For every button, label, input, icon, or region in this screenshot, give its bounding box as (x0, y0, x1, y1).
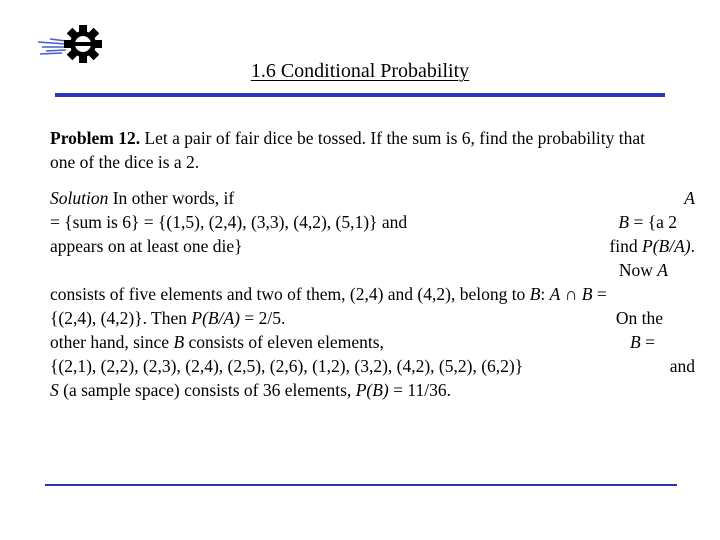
solution-text: On the (615, 308, 663, 328)
solution-var: B (529, 284, 541, 304)
solution-text: = {a 2 (629, 212, 677, 232)
solution-line-7 (50, 330, 695, 354)
solution-var: A (657, 260, 668, 280)
solution-text: other hand, since (50, 332, 174, 352)
footer-divider (45, 484, 677, 486)
solution-var: A (684, 188, 695, 208)
solution-text: = 2/5. (239, 308, 286, 328)
solution-line-2 (50, 210, 695, 234)
solution-text: Now (618, 260, 658, 280)
solution-var: B (173, 332, 185, 352)
solution-line-9 (50, 378, 695, 402)
problem-statement (50, 126, 670, 174)
solution-text: = {sum is 6} = {(1,5), (2,4), (3,3), (4,2), (5,1)} and (50, 212, 408, 232)
solution-line-3 (50, 234, 695, 258)
solution-label: Solution (50, 188, 109, 208)
solution-text: . (690, 236, 695, 256)
title-divider (55, 93, 665, 97)
solution-text: consists of five elements and two of them, (2,4) and (4,2), belong to (50, 284, 530, 304)
solution-text: = 11/36. (388, 380, 451, 400)
page-title: 1.6 Conditional Probability (250, 60, 470, 82)
solution-var: A (549, 284, 561, 304)
solution-line-1 (50, 186, 695, 210)
problem-lead: Problem 12. (50, 128, 141, 148)
solution-expr: P(B/A) (642, 236, 691, 256)
solution-text: (a sample space) consists of 36 elements, (58, 380, 356, 400)
solution-line-5 (50, 282, 695, 306)
solution-text: {(2,1), (2,2), (2,3), (2,4), (2,5), (2,6), (1,2), (3,2), (4,2), (5,2), (6,2)} (50, 356, 524, 376)
solution-text: and (669, 356, 695, 376)
solution-var: B (618, 212, 630, 232)
solution-var: B (630, 332, 641, 352)
solution-expr: P(B) (355, 380, 389, 400)
intersection-symbol: ∩ (560, 284, 582, 304)
solution-text: find (609, 236, 643, 256)
solution-line-6 (50, 306, 695, 330)
solution-line-4 (50, 258, 695, 282)
solution-text: consists of eleven elements, (184, 332, 384, 352)
solution-text: : (540, 284, 550, 304)
solution-text: {(2,4), (4,2)}. Then (50, 308, 192, 328)
solution-line-8 (50, 354, 695, 378)
solution-var: B (581, 284, 593, 304)
solution-expr: P(B/A) (191, 308, 240, 328)
solution-text: appears on at least one die} (50, 236, 243, 256)
solution-text: = (640, 332, 655, 352)
solution-var: S (50, 380, 59, 400)
solution-text: = (592, 284, 607, 304)
problem-text: Let a pair of fair dice be tossed. If the sum is 6, find the probability that one of the dice is a 2. (50, 128, 646, 172)
solution-text: In other words, if (108, 188, 235, 208)
